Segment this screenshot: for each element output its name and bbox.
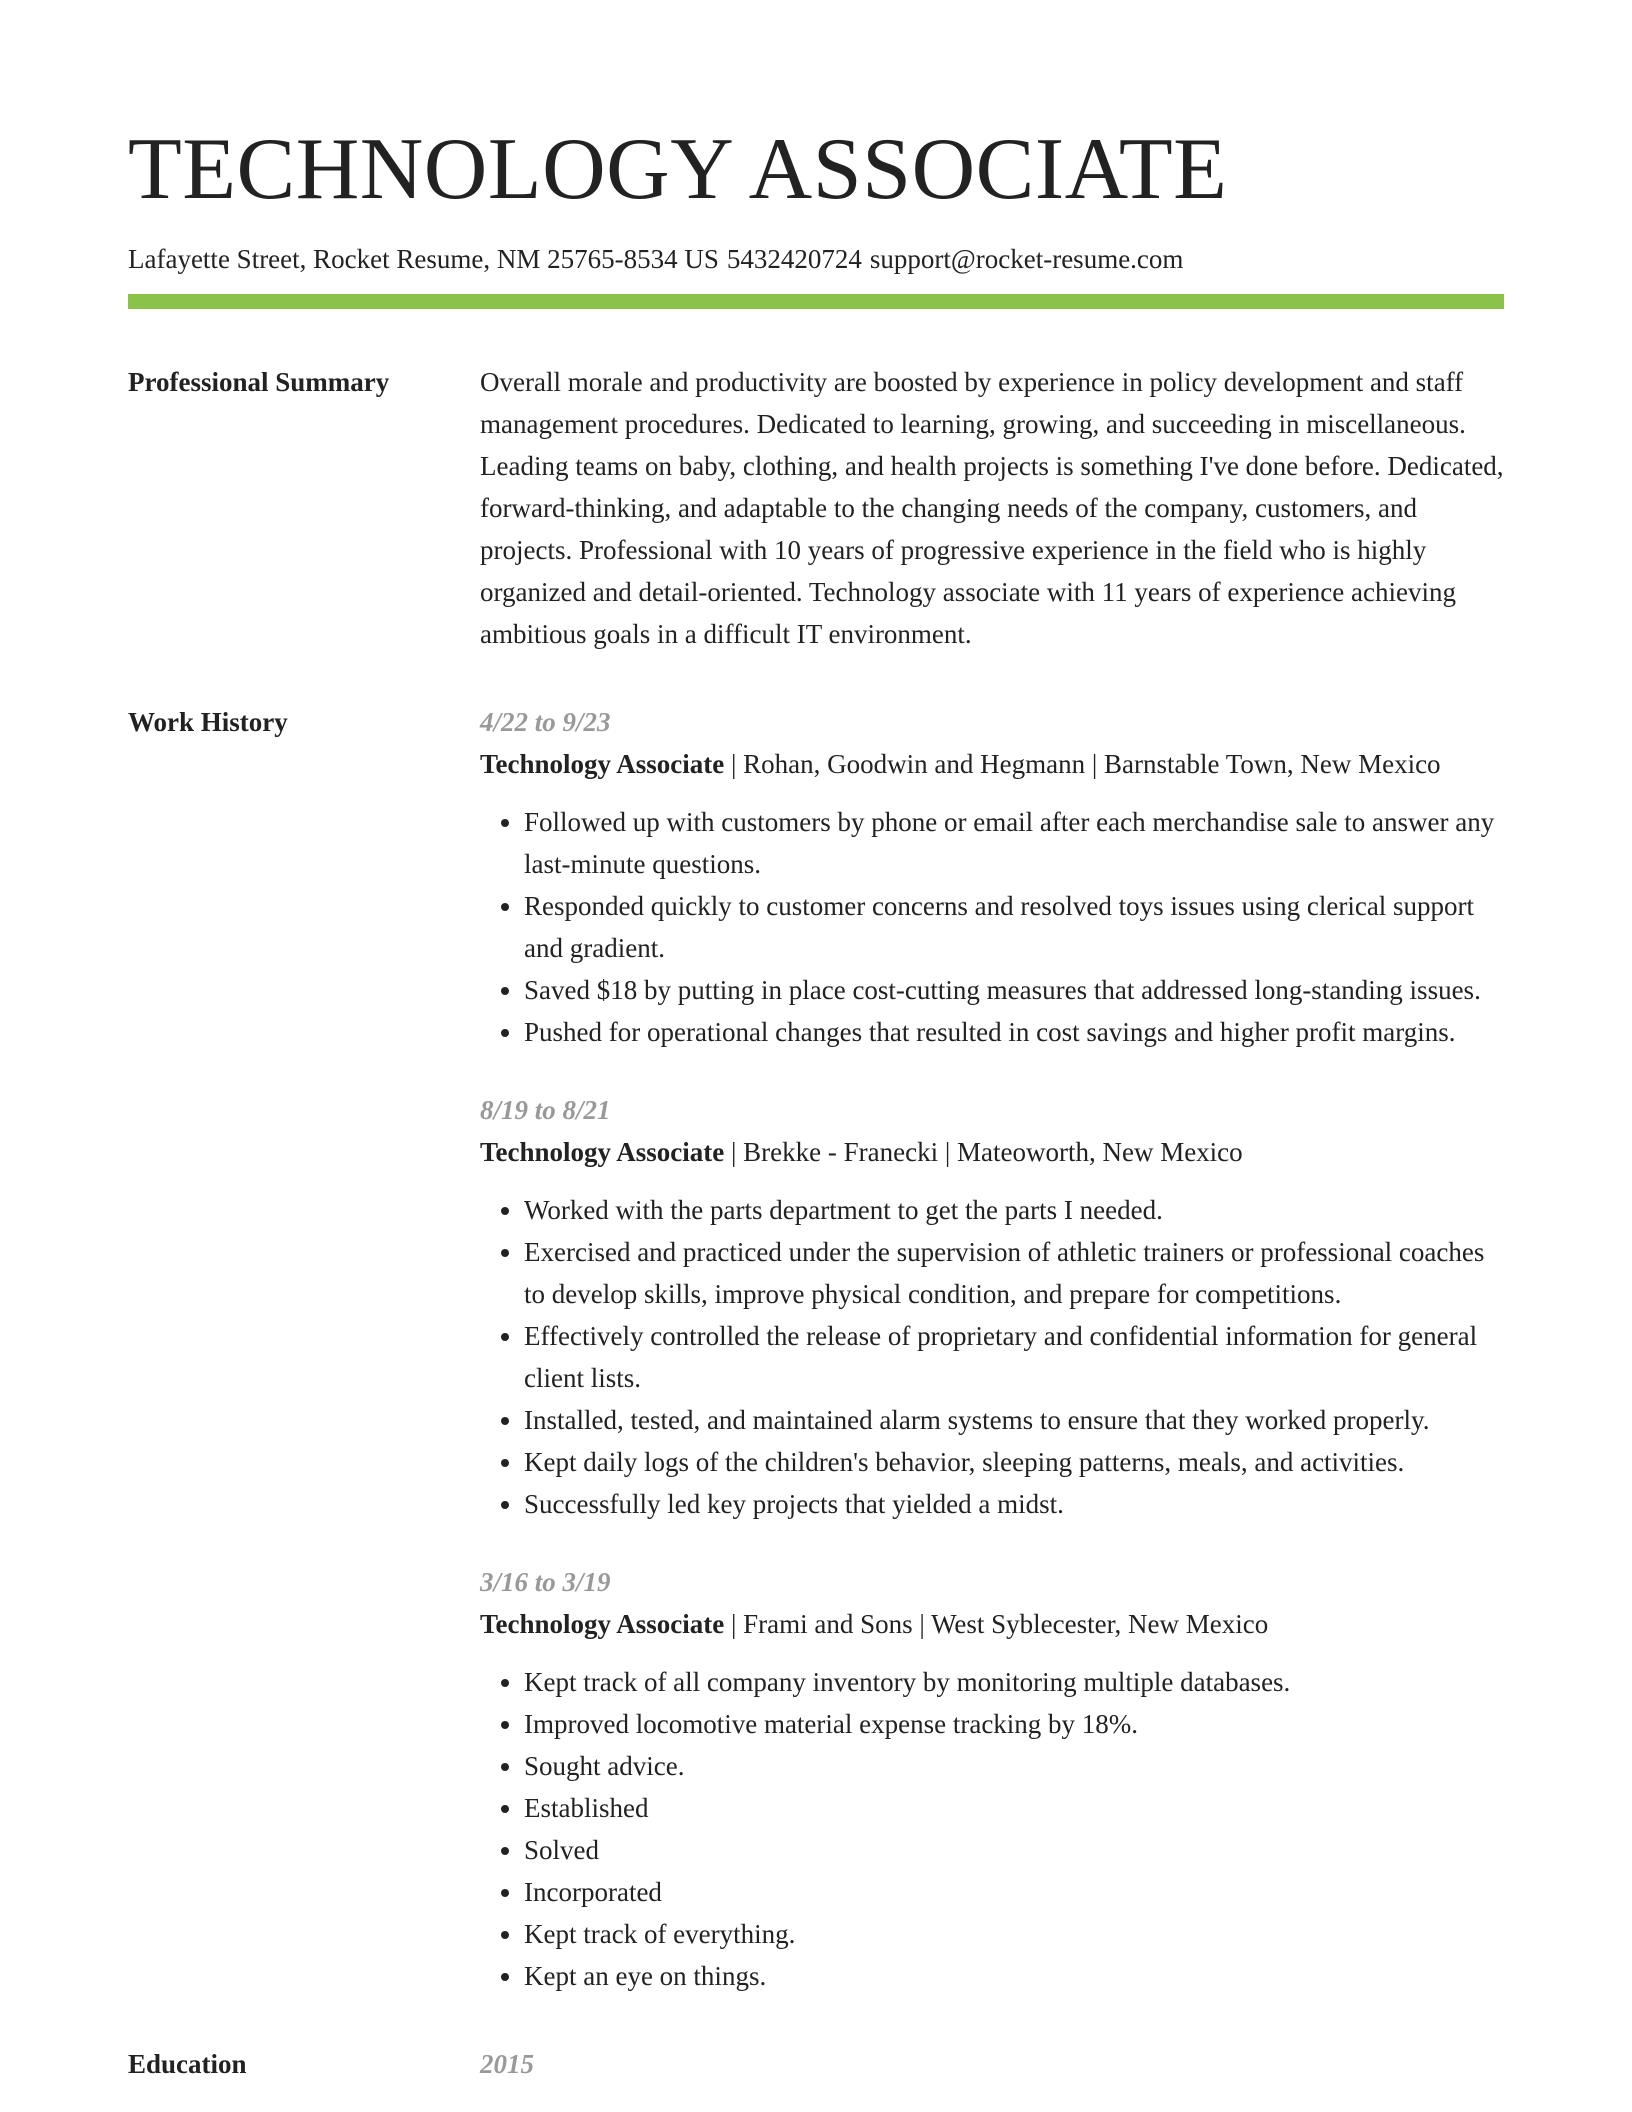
contact-phone: 5432420724: [726, 244, 862, 274]
job-bullet: • Worked with the parts department to get the parts I needed.: [524, 1189, 1504, 1231]
job-bullet: • Successfully led key projects that yielded a midst.: [524, 1483, 1504, 1525]
job-bullet: • Saved $18 by putting in place cost-cutting measures that addressed long-standing issues.: [524, 969, 1504, 1011]
summary-heading: Professional Summary: [128, 367, 390, 397]
job-bullet: • Followed up with customers by phone or email after each merchandise sale to answer any last-minute questions.: [524, 801, 1504, 885]
job-bullet: • Exercised and practiced under the supervision of athletic trainers or professional coaches to develop skills, improve physical condition, and prepare for competitions.: [524, 1231, 1504, 1315]
job-bullets: [480, 1189, 1504, 1525]
summary-text: Overall morale and productivity are boosted by experience in policy development and staff management procedures. Dedicated to learning, growing, and succeeding in miscellaneous. Leading teams on baby, clothing, and health projects is something I've done before. Dedicated, forward-thinking, and adaptable to the changing needs of the company, customers, and projects. Professional with 10 years of progressive experience in the field who is highly organized and detail-oriented. Technology associate with 11 years of experience achieving ambitious goals in a difficult IT environment.: [480, 367, 1504, 649]
resume-name: TECHNOLOGY ASSOCIATE: [128, 121, 1228, 218]
job-bullet: • Sought advice.: [524, 1745, 1504, 1787]
job-dates: 4/22 to 9/23: [480, 707, 611, 737]
job-bullet: • Kept track of all company inventory by monitoring multiple databases.: [524, 1661, 1504, 1703]
header-divider: [128, 294, 1504, 309]
job-bullet: • Improved locomotive material expense tracking by 18%.: [524, 1703, 1504, 1745]
summary-section: [128, 361, 1504, 655]
job-bullet: • Pushed for operational changes that resulted in cost savings and higher profit margins.: [524, 1011, 1504, 1053]
job-details: | Rohan, Goodwin and Hegmann | Barnstable Town, New Mexico: [724, 749, 1441, 779]
resume-page: [128, 0, 1504, 2085]
job-bullets: [480, 1661, 1504, 1997]
job-details: | Frami and Sons | West Syblecester, New Mexico: [724, 1609, 1269, 1639]
job-dates: 8/19 to 8/21: [480, 1095, 611, 1125]
job-bullet: • Kept an eye on things.: [524, 1955, 1504, 1997]
education-heading: Education: [128, 2049, 247, 2079]
job-bullet: • Kept daily logs of the children's behavior, sleeping patterns, meals, and activities.: [524, 1441, 1504, 1483]
job-details: | Brekke - Franecki | Mateoworth, New Mexico: [724, 1137, 1243, 1167]
contact-line: [128, 242, 1504, 276]
job-bullet: • Incorporated: [524, 1871, 1504, 1913]
work-history-heading: Work History: [128, 707, 288, 737]
job-bullet: • Established: [524, 1787, 1504, 1829]
job-title: Technology Associate: [480, 1137, 725, 1167]
job-bullet: • Installed, tested, and maintained alarm systems to ensure that they worked properly.: [524, 1399, 1504, 1441]
job-title: Technology Associate: [480, 749, 725, 779]
job-heading: [480, 1131, 1504, 1173]
job-entry: [480, 1089, 1504, 1525]
job-heading: [480, 1603, 1504, 1645]
education-year: 2015: [480, 2049, 534, 2079]
job-bullet: • Kept track of everything.: [524, 1913, 1504, 1955]
job-dates: 3/16 to 3/19: [480, 1567, 611, 1597]
job-entry: [480, 1561, 1504, 1997]
job-entry: [480, 701, 1504, 1053]
job-title: Technology Associate: [480, 1609, 725, 1639]
job-bullets: [480, 801, 1504, 1053]
job-bullet: • Responded quickly to customer concerns and resolved toys issues using clerical support and gradient.: [524, 885, 1504, 969]
contact-email: support@rocket-resume.com: [869, 244, 1184, 274]
contact-address: Lafayette Street, Rocket Resume, NM 25765-8534 US: [128, 244, 719, 274]
work-history-section: [128, 701, 1504, 1997]
job-bullet: • Effectively controlled the release of proprietary and confidential information for general client lists.: [524, 1315, 1504, 1399]
job-bullet: • Solved: [524, 1829, 1504, 1871]
education-section: [128, 2043, 1504, 2085]
job-heading: [480, 743, 1504, 785]
